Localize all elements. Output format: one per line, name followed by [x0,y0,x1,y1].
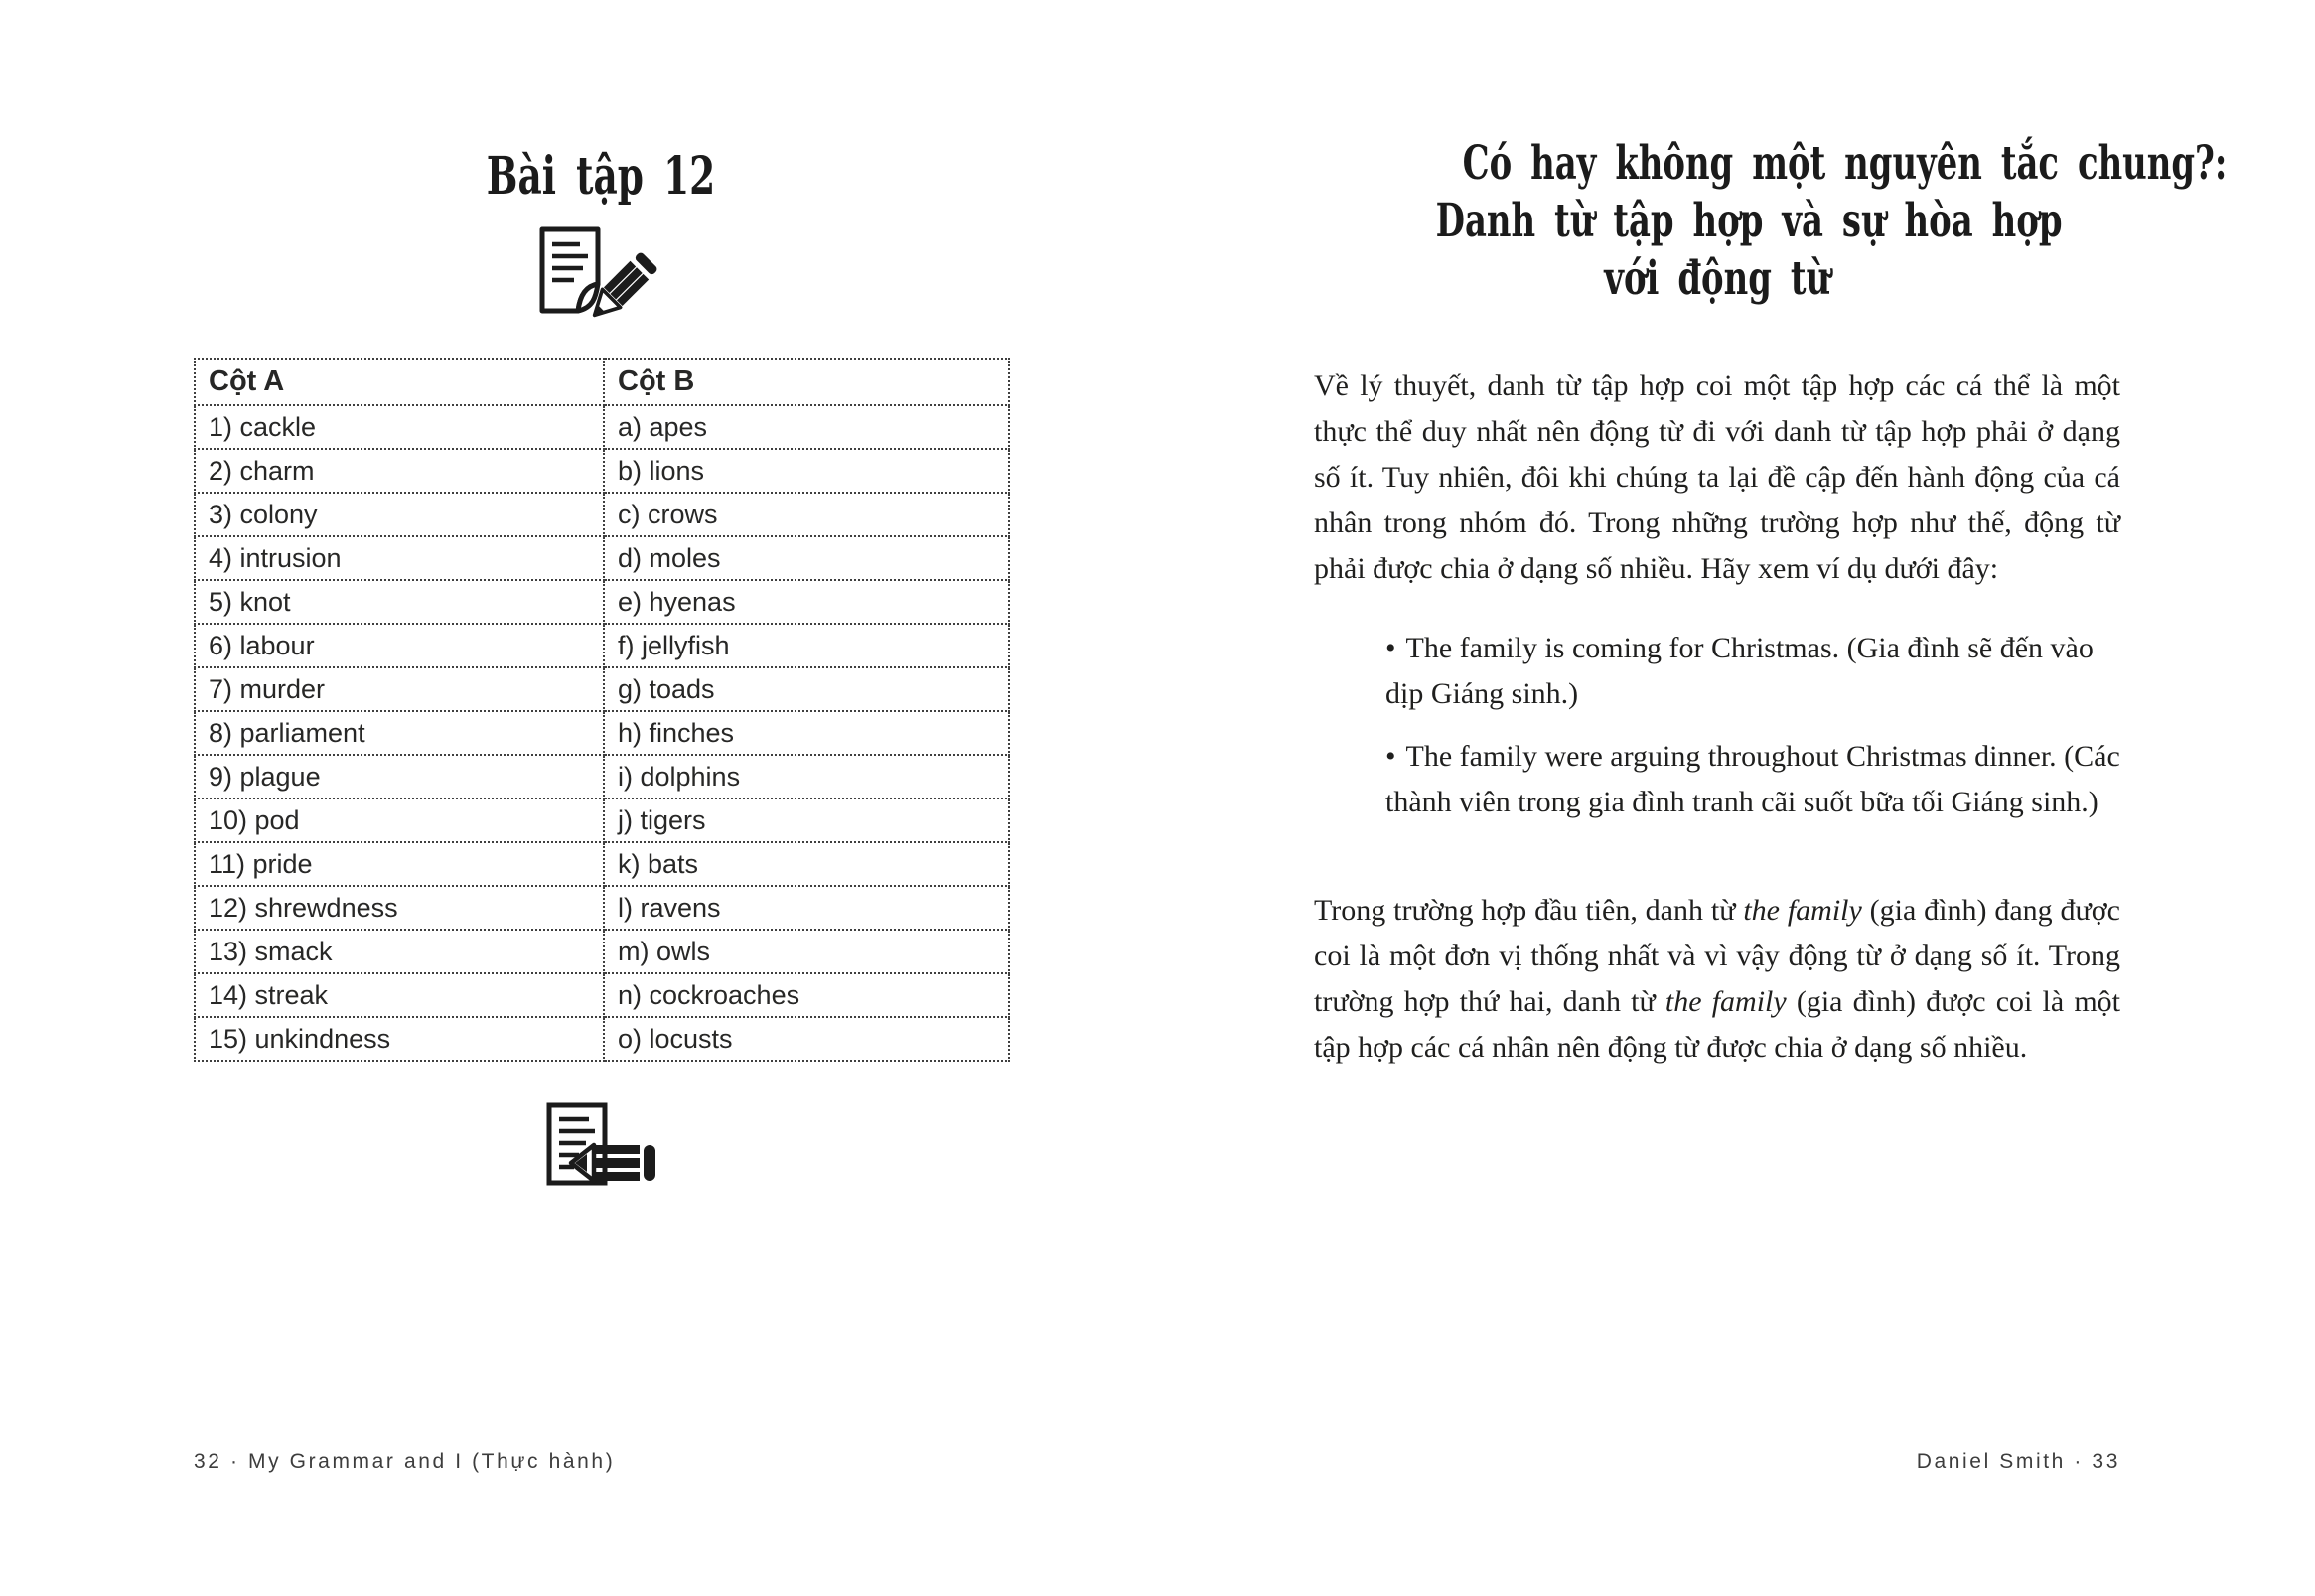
table-row [195,1017,1009,1061]
section-title-line-2: Danh từ tập hợp và sự hòa hợp [1435,194,2063,248]
table-row [195,667,1009,711]
table-row [195,449,1009,493]
column-b-header: Cột B [604,359,1009,405]
table-cell: 3) colony [195,493,604,536]
table-cell: e) hyenas [604,580,1009,624]
table-cell: 9) plague [195,755,604,798]
table-cell: 10) pod [195,798,604,842]
table-row [195,405,1009,449]
table-cell: 2) charm [195,449,604,493]
text-segment: (gia đình) được coi là một tập hợp các cá nhân nên động từ được chia ở dạng số nhiều. [1314,985,2121,1064]
example-bullet [1385,626,2123,717]
table-cell: d) moles [604,536,1009,580]
exercise-title [194,147,1008,207]
exercise-title-text: Bài tập 12 [486,146,716,207]
table-cell: 8) parliament [195,711,604,755]
table-cell: j) tigers [604,798,1009,842]
text-segment: (gia đình) đang được coi là một đơn vị thống nhất và vì vậy động từ ở dạng số ít. Trong trường hợp thứ hai, danh từ [1314,894,2120,1018]
example-bullet [1385,734,2123,825]
document-with-pencil-icon [536,222,659,323]
table-row [195,798,1009,842]
table-cell: n) cockroaches [604,973,1009,1017]
table-row [195,711,1009,755]
table-row [195,493,1009,536]
bullet-icon: • [1385,632,1396,664]
document-with-flat-pencil-icon [544,1100,657,1195]
table-cell: l) ravens [604,886,1009,930]
table-row [195,624,1009,667]
italic-term: the family [1664,985,1787,1018]
table-row [195,755,1009,798]
table-cell: 12) shrewdness [195,886,604,930]
bullet-icon: • [1385,740,1396,773]
matching-table [194,358,1010,1062]
table-cell: 5) knot [195,580,604,624]
table-row [195,536,1009,580]
table-cell: 7) murder [195,667,604,711]
italic-term: the family [1743,894,1862,927]
table-cell: g) toads [604,667,1009,711]
table-row [195,886,1009,930]
table-row [195,580,1009,624]
table-cell: 1) cackle [195,405,604,449]
table-cell: 11) pride [195,842,604,886]
bullet-text: The family is coming for Christmas. (Gia đình sẽ đến vào dịp Giáng sinh.) [1385,632,2094,710]
table-header-row [195,359,1009,405]
explanation-paragraph [1314,888,2120,1071]
table-cell: 14) streak [195,973,604,1017]
table-cell: m) owls [604,930,1009,973]
table-cell: 15) unkindness [195,1017,604,1061]
table-cell: i) dolphins [604,755,1009,798]
table-row [195,973,1009,1017]
example-list [1385,626,2123,825]
table-cell: 6) labour [195,624,604,667]
table-cell: b) lions [604,449,1009,493]
section-title [1314,135,2228,308]
intro-paragraph: Về lý thuyết, danh từ tập hợp coi một tập hợp các cá thể là một thực thể duy nhất nên động từ đi với danh từ tập hợp phải ở dạng số ít. Tuy nhiên, đôi khi chúng ta lại đề cập đến hành động của cá nhân trong nhóm đó. Trong những trường hợp như thế, động từ phải được chia ở dạng số nhiều. Hãy xem ví dụ dưới đây: [1314,369,2120,585]
section-title-line-3: với động từ [1604,251,1830,306]
column-a-header: Cột A [195,359,604,405]
table-cell: a) apes [604,405,1009,449]
table-row [195,842,1009,886]
table-cell: o) locusts [604,1017,1009,1061]
table-cell: 4) intrusion [195,536,604,580]
table-cell: k) bats [604,842,1009,886]
table-cell: c) crows [604,493,1009,536]
table-cell: 13) smack [195,930,604,973]
right-page-footer: Daniel Smith · 33 [1916,1450,2120,1473]
table-cell: h) finches [604,711,1009,755]
section-title-line-1: Có hay không một nguyên tắc chung?: [1462,136,2228,191]
table-cell: f) jellyfish [604,624,1009,667]
bullet-text: The family were arguing throughout Christmas dinner. (Các thành viên trong gia đình tranh cãi suốt bữa tối Giáng sinh.) [1385,740,2120,818]
text-segment: Trong trường hợp đầu tiên, danh từ [1314,894,1744,927]
left-page-footer: 32 · My Grammar and I (Thực hành) [194,1450,616,1473]
table-row [195,930,1009,973]
